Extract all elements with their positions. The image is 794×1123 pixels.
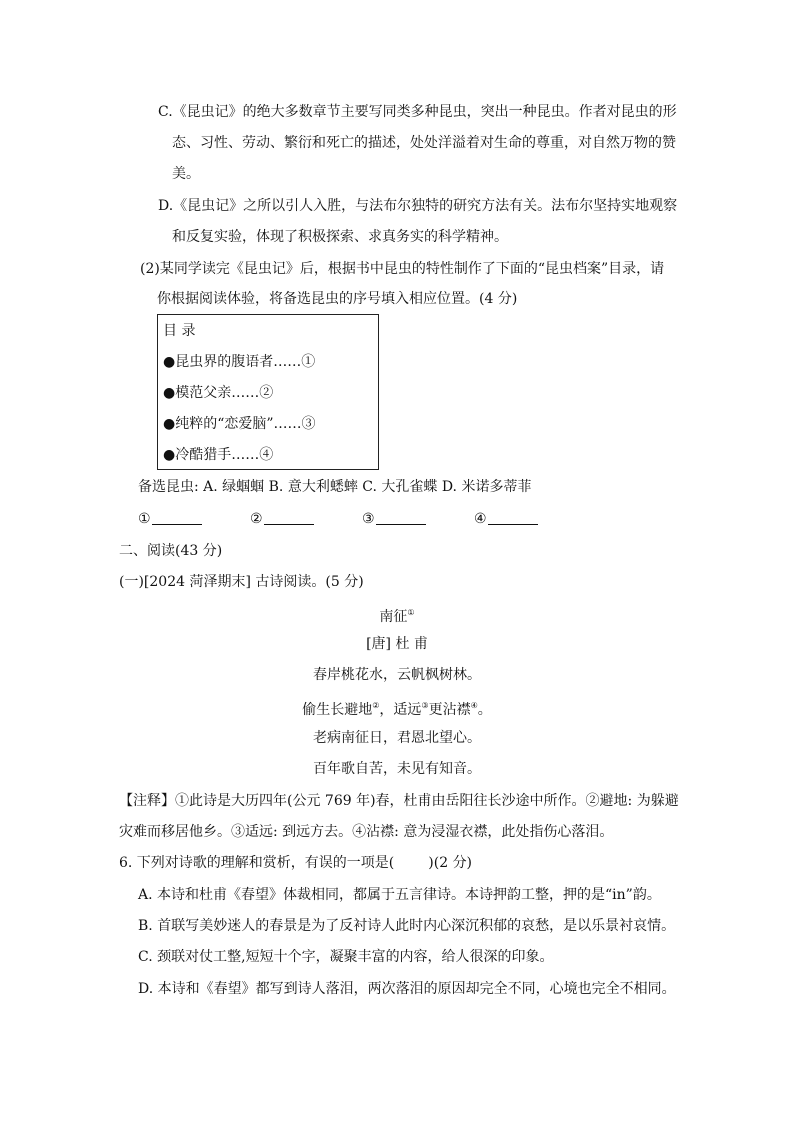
option-c-line-2: 态、习性、劳动、繁衍和死亡的描述，处处洋溢着对生命的尊重，对自然万物的赞 (172, 135, 676, 151)
question-6-option-a: A. 本诗和杜甫《春望》体裁相同，都属于五言律诗。本诗押韵工整，押的是“in”韵。 (138, 887, 661, 903)
blank-label: ① (138, 511, 151, 527)
answer-blank-2[interactable] (250, 510, 314, 528)
option-c-line-3: 美。 (172, 166, 200, 182)
question-6-option-b: B. 首联写美妙迷人的春景是为了反衬诗人此时内心深沉积郁的哀愁，是以乐景衬哀情。 (138, 918, 676, 934)
poem-author: [唐] 杜 甫 (366, 636, 428, 652)
part-heading: (一)[2024 菏泽期末] 古诗阅读。(5 分) (119, 574, 364, 590)
question-2-line-1: (2)某同学读完《昆虫记》后，根据书中昆虫的特性制作了下面的“昆虫档案”目录，请 (140, 261, 665, 277)
note-marker: ④ (470, 701, 478, 710)
catalog-item: ●模范父亲……② (163, 385, 274, 401)
poem-title: 南征① (379, 608, 415, 625)
candidate-insects: 备选昆虫: A. 绿蝈蝈 B. 意大利蟋蟀 C. 大孔雀蝶 D. 米诺多蒂菲 (138, 479, 532, 495)
blank-label: ② (250, 511, 263, 527)
blank-label: ④ (474, 511, 487, 527)
annotation-line-1: 【注释】①此诗是大历四年(公元 769 年)春，杜甫由岳阳往长沙途中所作。②避地: 为躲避 (119, 793, 679, 809)
answer-blank-1[interactable] (138, 510, 202, 528)
question-6-stem: 6. 下列对诗歌的理解和赏析，有误的一项是( )(2 分) (119, 855, 473, 871)
catalog-title: 目 录 (163, 323, 196, 339)
catalog-item: ●昆虫界的腹语者……① (163, 354, 316, 370)
annotation-line-2: 灾难而移居他乡。③适远: 到远方去。④沾襟: 意为浸湿衣襟，此处指伤心落泪。 (119, 824, 614, 840)
poem-line-1: 春岸桃花水，云帆枫树林。 (313, 667, 481, 683)
note-marker: ② (372, 701, 380, 710)
option-d-line-2: 和反复实验，体现了积极探索、求真务实的科学精神。 (172, 229, 508, 245)
question-2-line-2: 你根据阅读体验，将备选昆虫的序号填入相应位置。(4 分) (157, 291, 518, 307)
poem-line-3: 老病南征日，君恩北望心。 (313, 730, 481, 746)
poem-line-2: 偷生长避地②，适远③更沾襟④。 (302, 701, 492, 718)
option-d-line-1: D.《昆虫记》之所以引人入胜，与法布尔独特的研究方法有关。法布尔坚持实地观察 (158, 198, 678, 214)
option-c-line-1: C.《昆虫记》的绝大多数章节主要写同类多种昆虫，突出一种昆虫。作者对昆虫的形 (158, 104, 677, 120)
question-6-option-d: D. 本诗和《春望》都写到诗人落泪，两次落泪的原因却完全不同，心境也完全不相同。 (138, 981, 676, 997)
answer-blank-3[interactable] (362, 510, 426, 528)
section-heading: 二、阅读(43 分) (119, 543, 223, 559)
poem-line-4: 百年歌自苦，未见有知音。 (313, 761, 481, 777)
answer-blank-4[interactable] (474, 510, 538, 528)
note-marker: ① (407, 608, 415, 617)
catalog-item: ●冷酷猎手……④ (163, 447, 274, 463)
blank-label: ③ (362, 511, 375, 527)
catalog-item: ●纯粹的“恋爱脑”……③ (163, 416, 316, 432)
question-6-option-c: C. 颈联对仗工整,短短十个字，凝聚丰富的内容，给人很深的印象。 (138, 949, 554, 965)
note-marker: ③ (421, 701, 429, 710)
